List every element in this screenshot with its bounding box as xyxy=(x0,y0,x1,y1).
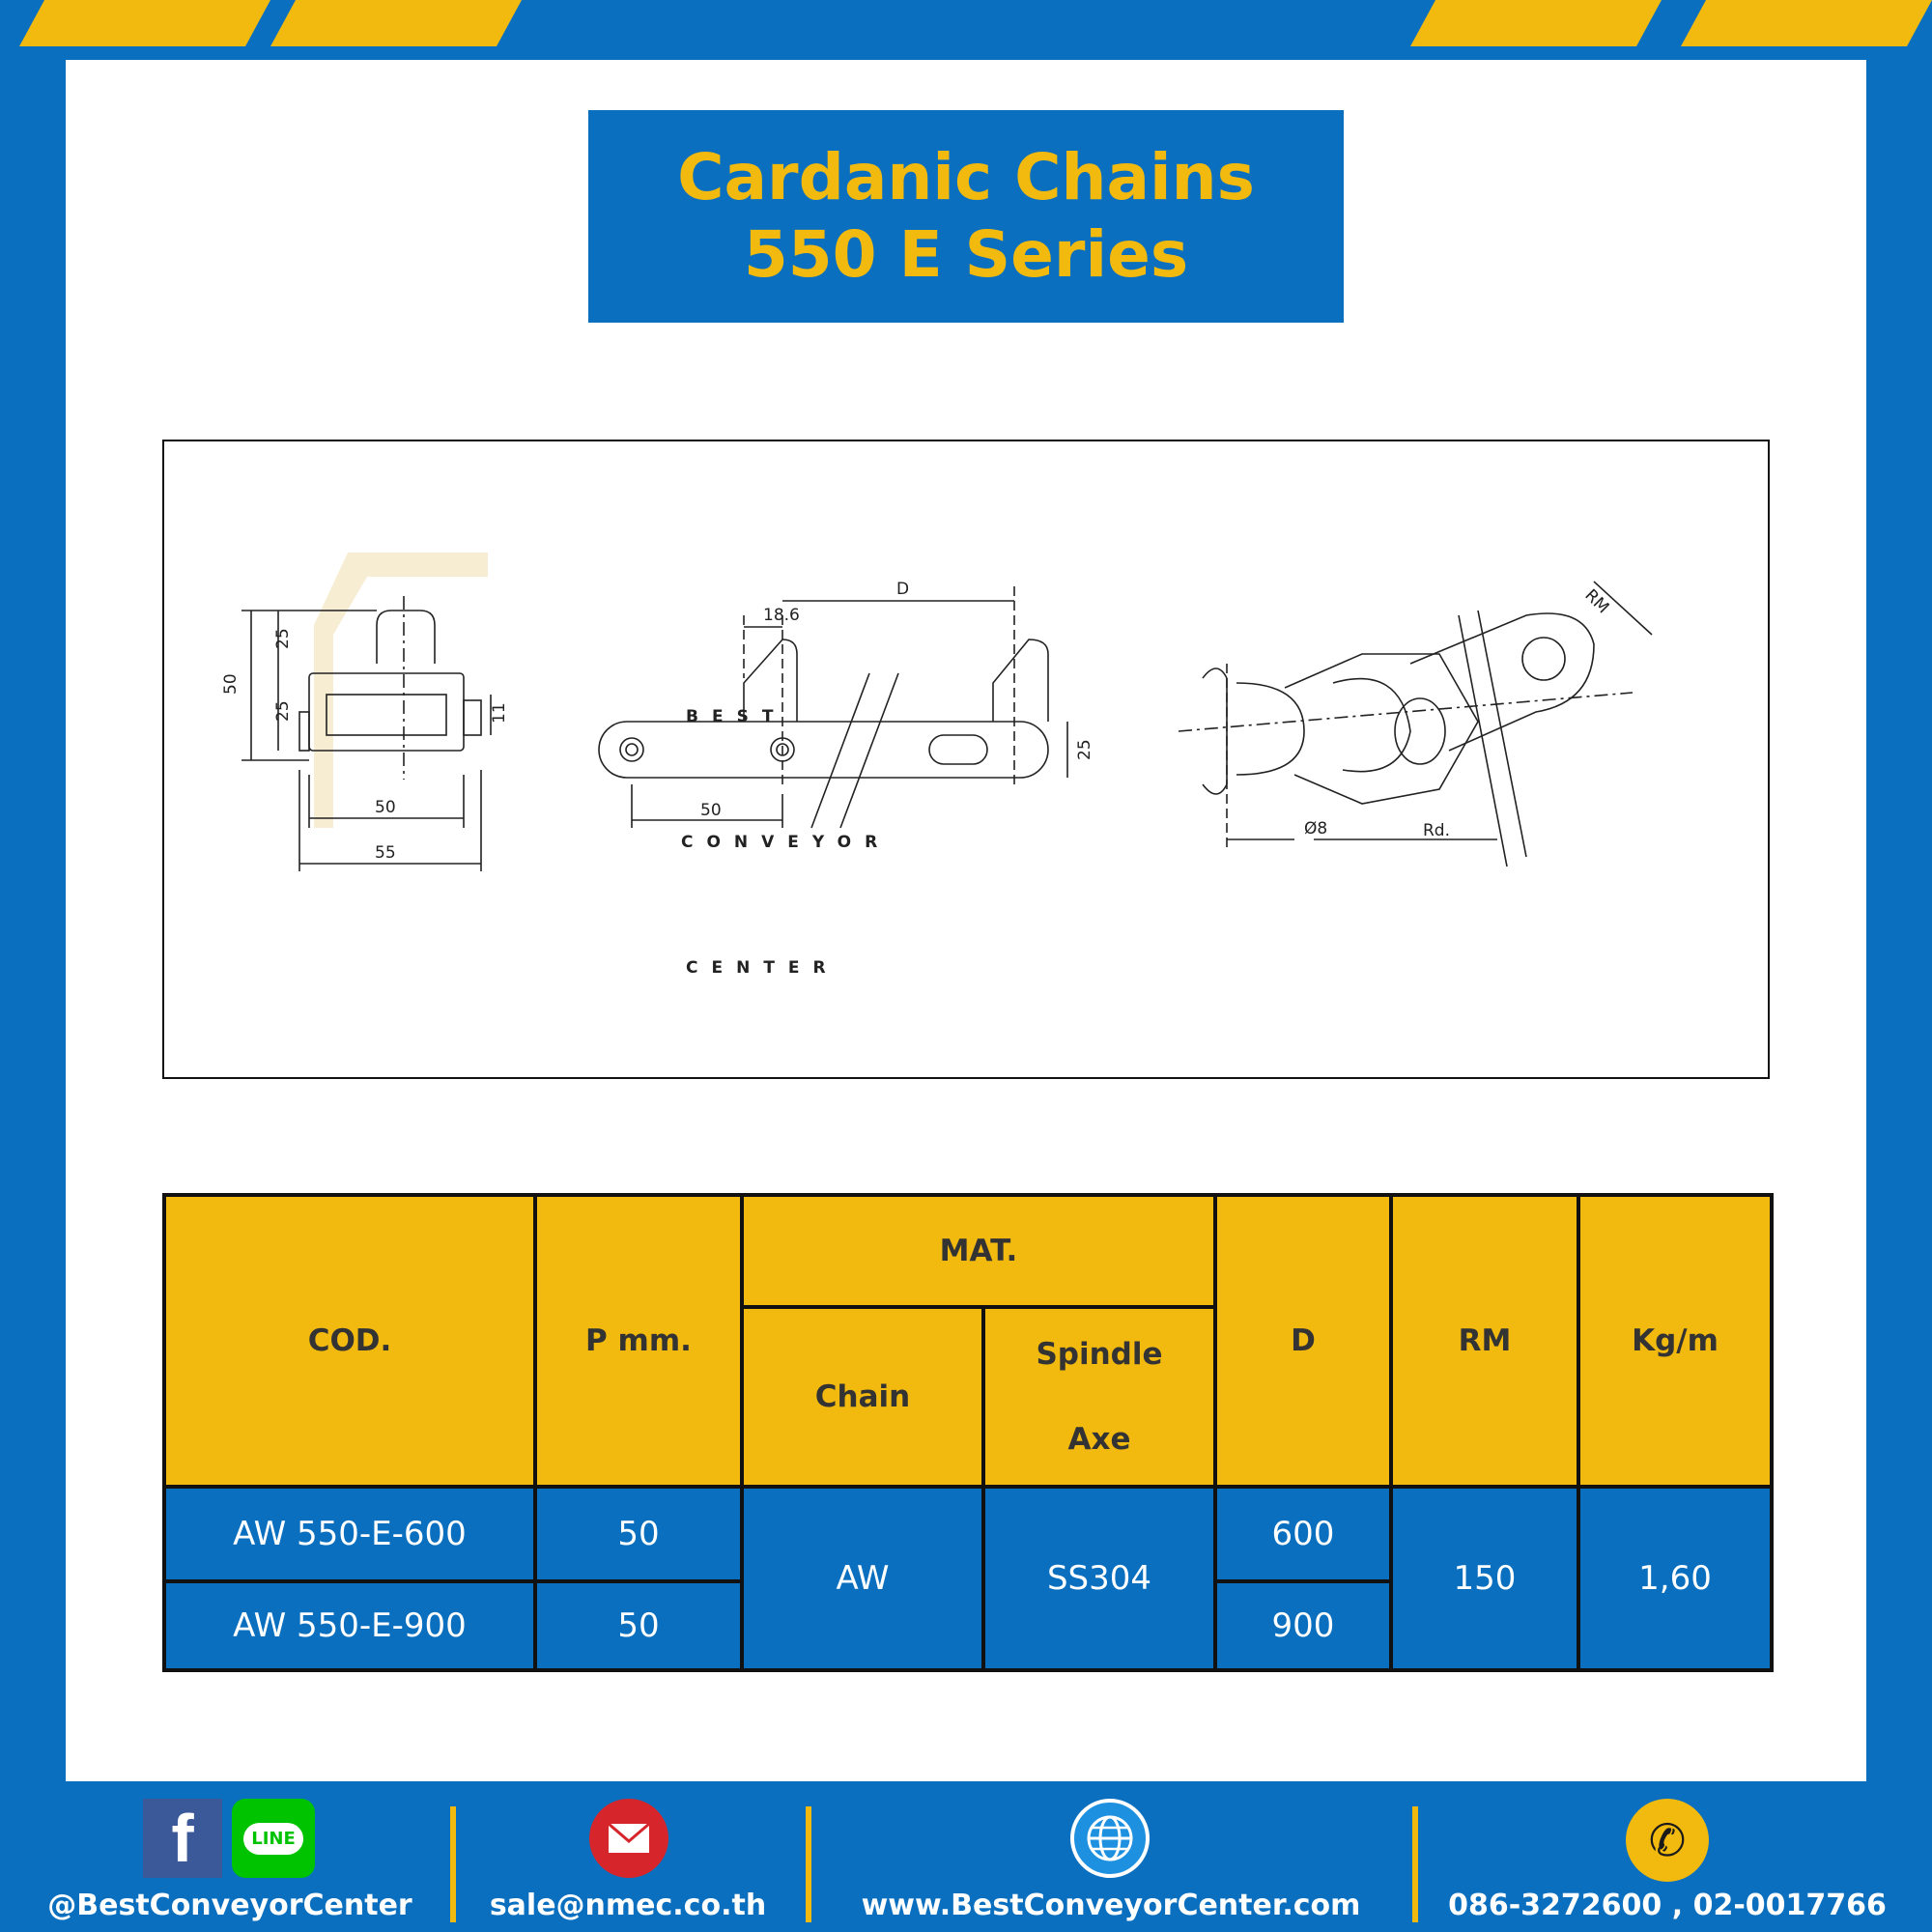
watermark xyxy=(314,553,891,978)
footer-divider xyxy=(806,1806,811,1922)
cell-cod: AW 550-E-600 xyxy=(164,1487,535,1581)
envelope-icon xyxy=(607,1822,651,1855)
cell-chain: AW xyxy=(742,1487,983,1670)
globe-icon[interactable] xyxy=(1070,1799,1150,1878)
email-icon[interactable] xyxy=(589,1799,668,1878)
header-spindle xyxy=(983,1307,1215,1487)
header-mat: MAT. xyxy=(742,1195,1215,1307)
dim-18-6: 18.6 xyxy=(763,606,800,625)
dim-rd: Rd. xyxy=(1423,821,1451,840)
cell-kgm: 1,60 xyxy=(1578,1487,1772,1670)
dim-d: D xyxy=(896,580,910,599)
top-view xyxy=(599,586,1067,828)
header-spindle-line1: Spindle xyxy=(1036,1337,1163,1372)
watermark-line-2: CONVEYOR xyxy=(681,833,892,852)
email-address[interactable]: sale@nmec.co.th xyxy=(489,1889,767,1922)
footer-divider xyxy=(1412,1806,1418,1922)
table-row xyxy=(164,1487,1772,1581)
cell-rm: 150 xyxy=(1391,1487,1578,1670)
footer xyxy=(0,1781,1932,1932)
header-chain: Chain xyxy=(742,1307,983,1487)
dim-25-lower: 25 xyxy=(273,700,293,722)
phone-icon[interactable]: ✆ xyxy=(1626,1799,1709,1882)
technical-drawing xyxy=(162,440,1770,1079)
globe-glyph xyxy=(1084,1812,1136,1864)
facebook-icon[interactable]: f xyxy=(143,1799,222,1878)
cell-cod: AW 550-E-900 xyxy=(164,1581,535,1670)
watermark-line-1: BEST xyxy=(686,707,787,726)
dim-rm: RM xyxy=(1580,585,1613,618)
dim-55-width: 55 xyxy=(375,843,396,863)
social-handle[interactable]: @BestConveyorCenter xyxy=(47,1889,412,1922)
drawing-svg xyxy=(164,441,1768,1077)
header-kgm: Kg/m xyxy=(1578,1195,1772,1487)
spec-table xyxy=(162,1193,1774,1672)
title-box xyxy=(588,110,1344,323)
top-stripe-4 xyxy=(1681,0,1932,46)
title-line-1: Cardanic Chains xyxy=(677,140,1255,214)
title-line-2: 550 E Series xyxy=(743,217,1189,292)
header-rm: RM xyxy=(1391,1195,1578,1487)
top-stripe-1 xyxy=(19,0,270,46)
watermark-line-3: CENTER xyxy=(686,958,839,978)
dim-50-vertical: 50 xyxy=(221,673,241,695)
dim-25-height: 25 xyxy=(1075,739,1094,760)
end-view xyxy=(1179,582,1652,867)
cell-p: 50 xyxy=(535,1581,742,1670)
website-url[interactable]: www.BestConveyorCenter.com xyxy=(861,1889,1361,1922)
header-spindle-line2: Axe xyxy=(1067,1422,1131,1457)
header-pmm: P mm. xyxy=(535,1195,742,1487)
dim-50-pitch: 50 xyxy=(700,801,722,820)
header-cod: COD. xyxy=(164,1195,535,1487)
phone-numbers[interactable]: 086-3272600 , 02-0017766 xyxy=(1448,1889,1887,1922)
dim-dia8: Ø8 xyxy=(1304,819,1328,838)
top-stripe-3 xyxy=(1410,0,1662,46)
cell-p: 50 xyxy=(535,1487,742,1581)
dim-50-width: 50 xyxy=(375,798,396,817)
footer-divider xyxy=(450,1806,456,1922)
dim-11: 11 xyxy=(490,702,509,724)
cell-spindle: SS304 xyxy=(983,1487,1215,1670)
header-d: D xyxy=(1215,1195,1391,1487)
cell-d: 600 xyxy=(1215,1487,1391,1581)
line-icon-label: LINE xyxy=(243,1823,303,1855)
line-icon[interactable] xyxy=(232,1799,315,1878)
top-stripe-2 xyxy=(270,0,522,46)
cell-d: 900 xyxy=(1215,1581,1391,1670)
dim-25-upper: 25 xyxy=(273,628,293,649)
